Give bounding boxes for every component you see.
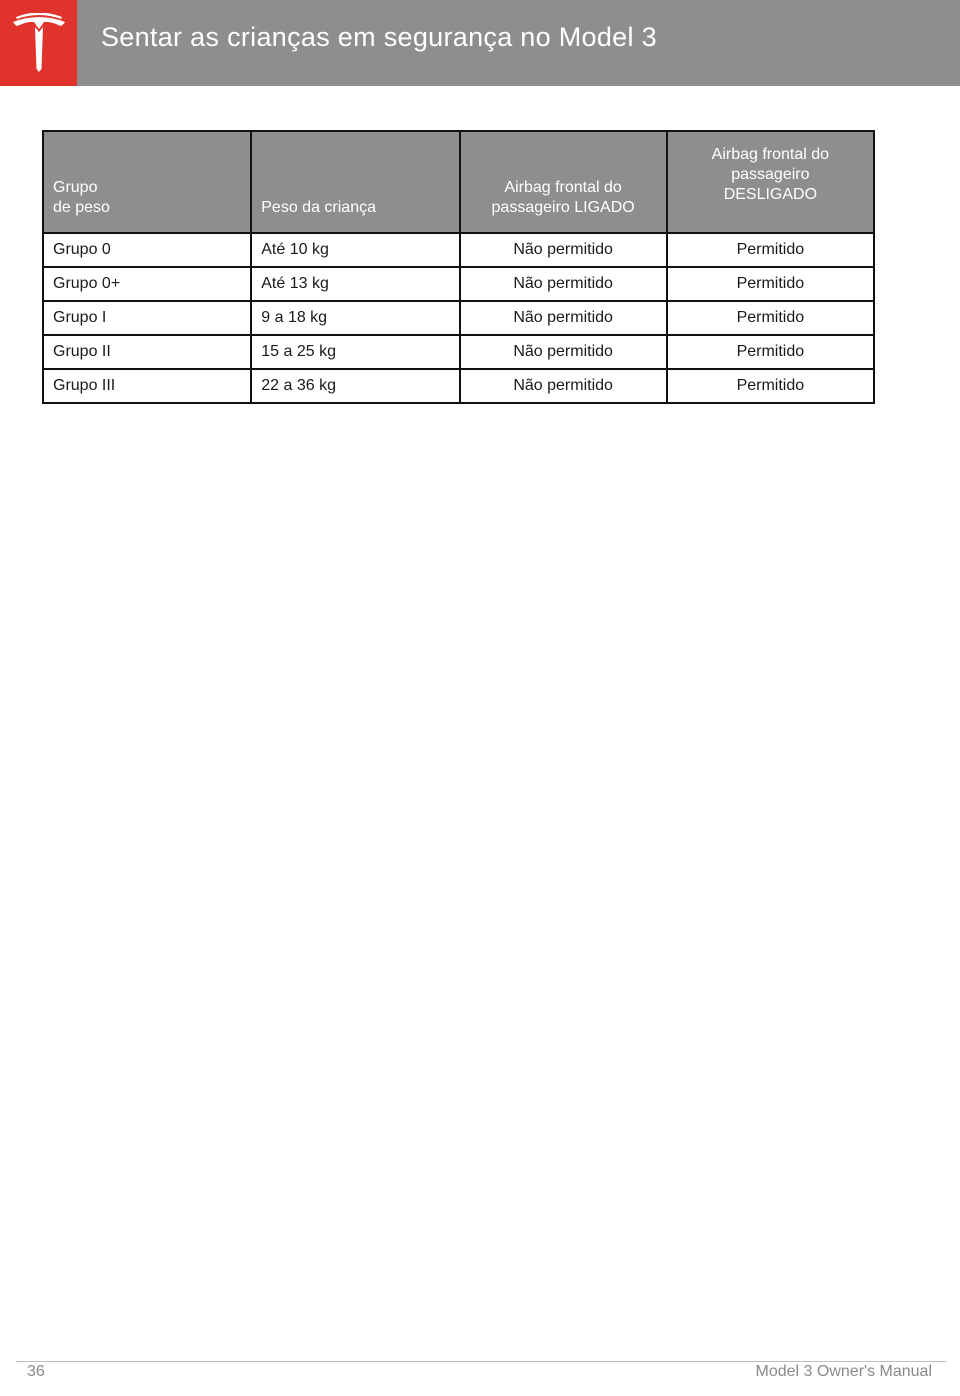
cell-weight-group: Grupo II: [43, 335, 251, 369]
cell-airbag-off: Permitido: [667, 369, 874, 403]
table-row: [43, 301, 874, 335]
page-title: Sentar as crianças em segurança no Model 3: [101, 22, 657, 52]
header-airbag-off: Airbag frontal do passageiro DESLIGADO: [667, 131, 874, 233]
child-seat-table: [42, 130, 875, 404]
cell-weight-group: Grupo 0: [43, 233, 251, 267]
cell-airbag-on: Não permitido: [460, 233, 667, 267]
table-row: [43, 267, 874, 301]
header-weight-group: Grupo de peso: [43, 131, 251, 233]
manual-name: Model 3 Owner's Manual: [755, 1363, 932, 1380]
table-row: [43, 233, 874, 267]
cell-child-weight: 15 a 25 kg: [251, 335, 459, 369]
cell-airbag-off: Permitido: [667, 267, 874, 301]
cell-child-weight: Até 13 kg: [251, 267, 459, 301]
cell-weight-group: Grupo 0+: [43, 267, 251, 301]
tesla-logo-icon: [11, 13, 67, 73]
cell-child-weight: Até 10 kg: [251, 233, 459, 267]
table-row: [43, 335, 874, 369]
cell-airbag-off: Permitido: [667, 301, 874, 335]
cell-airbag-on: Não permitido: [460, 369, 667, 403]
cell-airbag-off: Permitido: [667, 335, 874, 369]
table-header-row: [43, 131, 874, 233]
page-header: [0, 0, 960, 86]
header-airbag-on: Airbag frontal do passageiro LIGADO: [460, 131, 667, 233]
footer-divider: [16, 1361, 946, 1362]
cell-child-weight: 22 a 36 kg: [251, 369, 459, 403]
cell-airbag-on: Não permitido: [460, 301, 667, 335]
brand-logo: [0, 0, 77, 86]
page-number: 36: [27, 1363, 45, 1380]
cell-weight-group: Grupo I: [43, 301, 251, 335]
table-row: [43, 369, 874, 403]
cell-airbag-on: Não permitido: [460, 267, 667, 301]
cell-airbag-on: Não permitido: [460, 335, 667, 369]
cell-airbag-off: Permitido: [667, 233, 874, 267]
header-child-weight: Peso da criança: [251, 131, 459, 233]
cell-weight-group: Grupo III: [43, 369, 251, 403]
cell-child-weight: 9 a 18 kg: [251, 301, 459, 335]
